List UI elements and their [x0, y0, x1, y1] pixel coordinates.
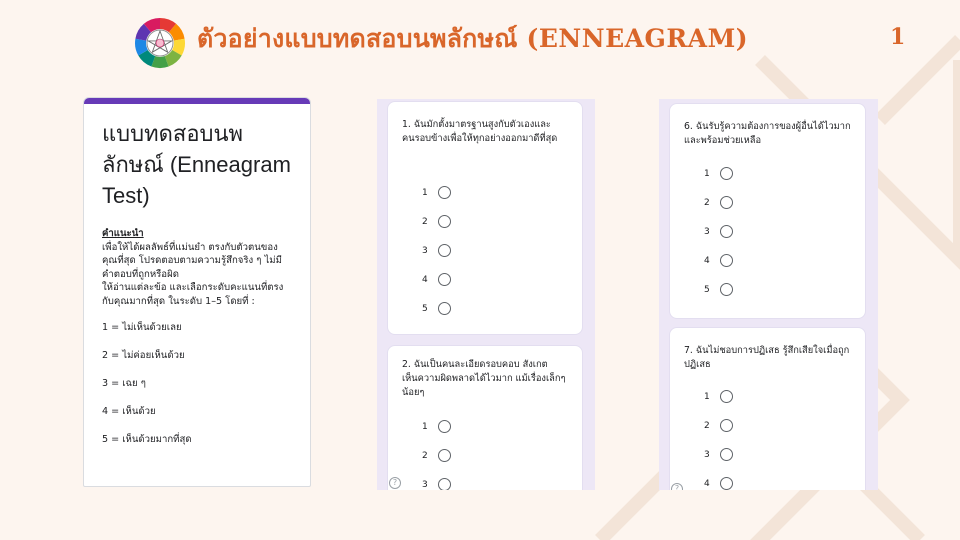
page-number: 1 [890, 24, 906, 50]
radio-button[interactable] [720, 167, 733, 180]
question-text [684, 120, 853, 148]
option-label: 4 [704, 479, 710, 489]
option-label: 2 [704, 198, 710, 208]
option-label: 1 [422, 188, 428, 198]
option-label: 3 [422, 480, 428, 490]
radio-button[interactable] [720, 477, 733, 490]
question-text-line: 6. ฉันรับรู้ความต้องการของผู้อื่นได้ไวมาก [684, 121, 851, 132]
slide-title [197, 19, 748, 59]
description-heading: คำแนะนำ [102, 228, 144, 239]
description-line: กับคุณมากที่สุด ในระดับ 1–5 โดยที่ : [102, 295, 255, 307]
form-screenshot-questions-6-7 [659, 99, 878, 490]
form-description [102, 227, 298, 309]
scale-item: 1 = ไม่เห็นด้วยเลย [102, 321, 182, 333]
description-line: คุณที่สุด โปรดตอบตามความรู้สึกจริง ๆ ไม่มี [102, 255, 282, 267]
form-header-card [83, 97, 311, 487]
radio-button[interactable] [438, 449, 451, 462]
radio-button[interactable] [720, 225, 733, 238]
question-text-line: ปฏิเสธ [684, 359, 711, 370]
option-label: 2 [422, 451, 428, 461]
radio-button[interactable] [438, 302, 451, 315]
radio-button[interactable] [720, 390, 733, 403]
form-title [102, 118, 294, 211]
radio-button[interactable] [720, 419, 733, 432]
question-text [684, 344, 853, 372]
option-label: 5 [422, 304, 428, 314]
option-label: 1 [704, 169, 710, 179]
question-text-line: เห็นความผิดพลาดได้ไวมาก แม้เรื่องเล็กๆ [402, 373, 566, 384]
question-text [402, 358, 570, 400]
scale-item: 2 = ไม่ค่อยเห็นด้วย [102, 349, 185, 361]
radio-button[interactable] [438, 215, 451, 228]
scale-item: 5 = เห็นด้วยมากที่สุด [102, 433, 192, 445]
form-accent-bar [84, 98, 310, 104]
option-label: 1 [422, 422, 428, 432]
radio-button[interactable] [438, 244, 451, 257]
help-icon[interactable]: ? [671, 483, 683, 490]
question-text-line: 1. ฉันมักตั้งมาตรฐานสูงกับตัวเองและ [402, 119, 551, 130]
option-label: 4 [422, 275, 428, 285]
question-text-line: 2. ฉันเป็นคนละเอียดรอบคอบ สังเกต [402, 359, 548, 370]
form-title-line: ลักษณ์ (Enneagram [102, 152, 291, 177]
enneagram-logo-icon [134, 17, 186, 69]
description-line: ให้อ่านแต่ละข้อ และเลือกระดับคะแนนที่ตรง [102, 282, 284, 294]
radio-button[interactable] [720, 283, 733, 296]
question-text [402, 118, 570, 146]
slide-title-latin: (ENNEAGRAM) [526, 24, 749, 53]
option-label: 2 [704, 421, 710, 431]
question-text-line: และพร้อมช่วยเหลือ [684, 135, 762, 146]
option-label: 4 [704, 256, 710, 266]
description-line: เพื่อให้ได้ผลลัพธ์ที่แม่นยำ ตรงกับตัวตนของ [102, 241, 278, 253]
radio-button[interactable] [438, 186, 451, 199]
slide-header [0, 0, 960, 80]
option-label: 3 [422, 246, 428, 256]
help-icon[interactable]: ? [389, 477, 401, 489]
question-card-1 [387, 101, 583, 335]
radio-button[interactable] [438, 478, 451, 490]
radio-button[interactable] [720, 196, 733, 209]
option-label: 5 [704, 285, 710, 295]
question-text-line: 7. ฉันไม่ชอบการปฏิเสธ รู้สึกเสียใจเมื่อถูก [684, 345, 850, 356]
question-card-2 [387, 345, 583, 490]
option-label: 3 [704, 227, 710, 237]
scale-item: 4 = เห็นด้วย [102, 405, 156, 417]
description-line: คำตอบที่ถูกหรือผิด [102, 268, 179, 280]
radio-button[interactable] [438, 420, 451, 433]
form-title-line: แบบทดสอบนพ [102, 121, 244, 146]
form-screenshot-questions-1-2 [377, 99, 595, 490]
slide-title-thai: ตัวอย่างแบบทดสอบนพลักษณ์ [197, 24, 527, 53]
radio-button[interactable] [438, 273, 451, 286]
question-text-line: คนรอบข้างเพื่อให้ทุกอย่างออกมาดีที่สุด [402, 133, 558, 144]
question-card-7 [669, 327, 866, 490]
scale-item: 3 = เฉย ๆ [102, 377, 146, 389]
form-title-line: Test) [102, 183, 150, 208]
radio-button[interactable] [720, 254, 733, 267]
option-label: 3 [704, 450, 710, 460]
rating-scale-legend [102, 321, 298, 461]
question-card-6 [669, 103, 866, 319]
option-label: 1 [704, 392, 710, 402]
option-label: 2 [422, 217, 428, 227]
question-text-line: น้อยๆ [402, 387, 425, 398]
radio-button[interactable] [720, 448, 733, 461]
